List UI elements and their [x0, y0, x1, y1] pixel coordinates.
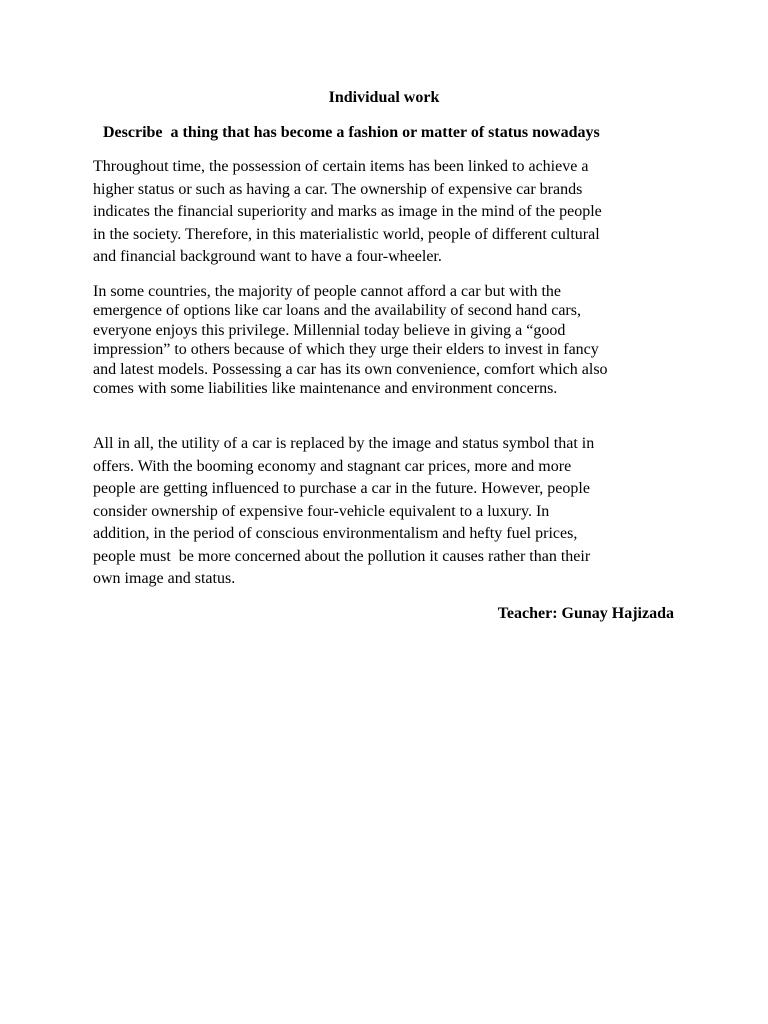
paragraph-1 — [93, 156, 683, 269]
paragraph-line: emergence of options like car loans and the availability of second hand cars, — [93, 302, 581, 320]
paragraph-line: Throughout time, the possession of certain items has been linked to achieve a — [93, 158, 589, 175]
paragraph-line: offers. With the booming economy and stagnant car prices, more and more — [93, 457, 572, 475]
paragraph-line: people are getting influenced to purchase a car in the future. However, people — [93, 480, 590, 497]
paragraph-line: everyone enjoys this privilege. Millennial today believe in giving a “good — [93, 321, 566, 339]
paragraph-line: higher status or such as having a car. The ownership of expensive car brands — [93, 180, 583, 198]
teacher-signature: Teacher: Gunay Hajizada — [497, 605, 674, 622]
paragraph-line: and financial background want to have a four-wheeler. — [93, 248, 442, 265]
paragraph-line: comes with some liabilities like maintenance and environment concerns. — [93, 380, 558, 398]
essay-prompt: Describe a thing that has become a fashion or matter of status nowadays — [103, 124, 600, 141]
paragraph-line: in the society. Therefore, in this materialistic world, people of different cultural — [93, 225, 600, 243]
paragraph-line: indicates the financial superiority and marks as image in the mind of the people — [93, 203, 602, 220]
paragraph-line: All in all, the utility of a car is replaced by the image and status symbol that in — [93, 435, 595, 452]
paragraph-line: addition, in the period of conscious environmentalism and hefty fuel prices, — [93, 525, 578, 542]
paragraph-line: impression” to others because of which they urge their elders to invest in fancy — [93, 341, 599, 359]
paragraph-3 — [93, 433, 683, 591]
paragraph-line: and latest models. Possessing a car has its own convenience, comfort which also — [93, 360, 608, 378]
paragraph-line: consider ownership of expensive four-vehicle equivalent to a luxury. In — [93, 502, 550, 520]
paragraph-line: In some countries, the majority of people cannot afford a car but with the — [93, 283, 561, 300]
document-title: Individual work — [328, 89, 440, 106]
paragraph-line: own image and status. — [93, 570, 236, 587]
paragraph-2 — [93, 282, 683, 398]
paragraph-line: people must be more concerned about the pollution it causes rather than their — [93, 547, 591, 565]
